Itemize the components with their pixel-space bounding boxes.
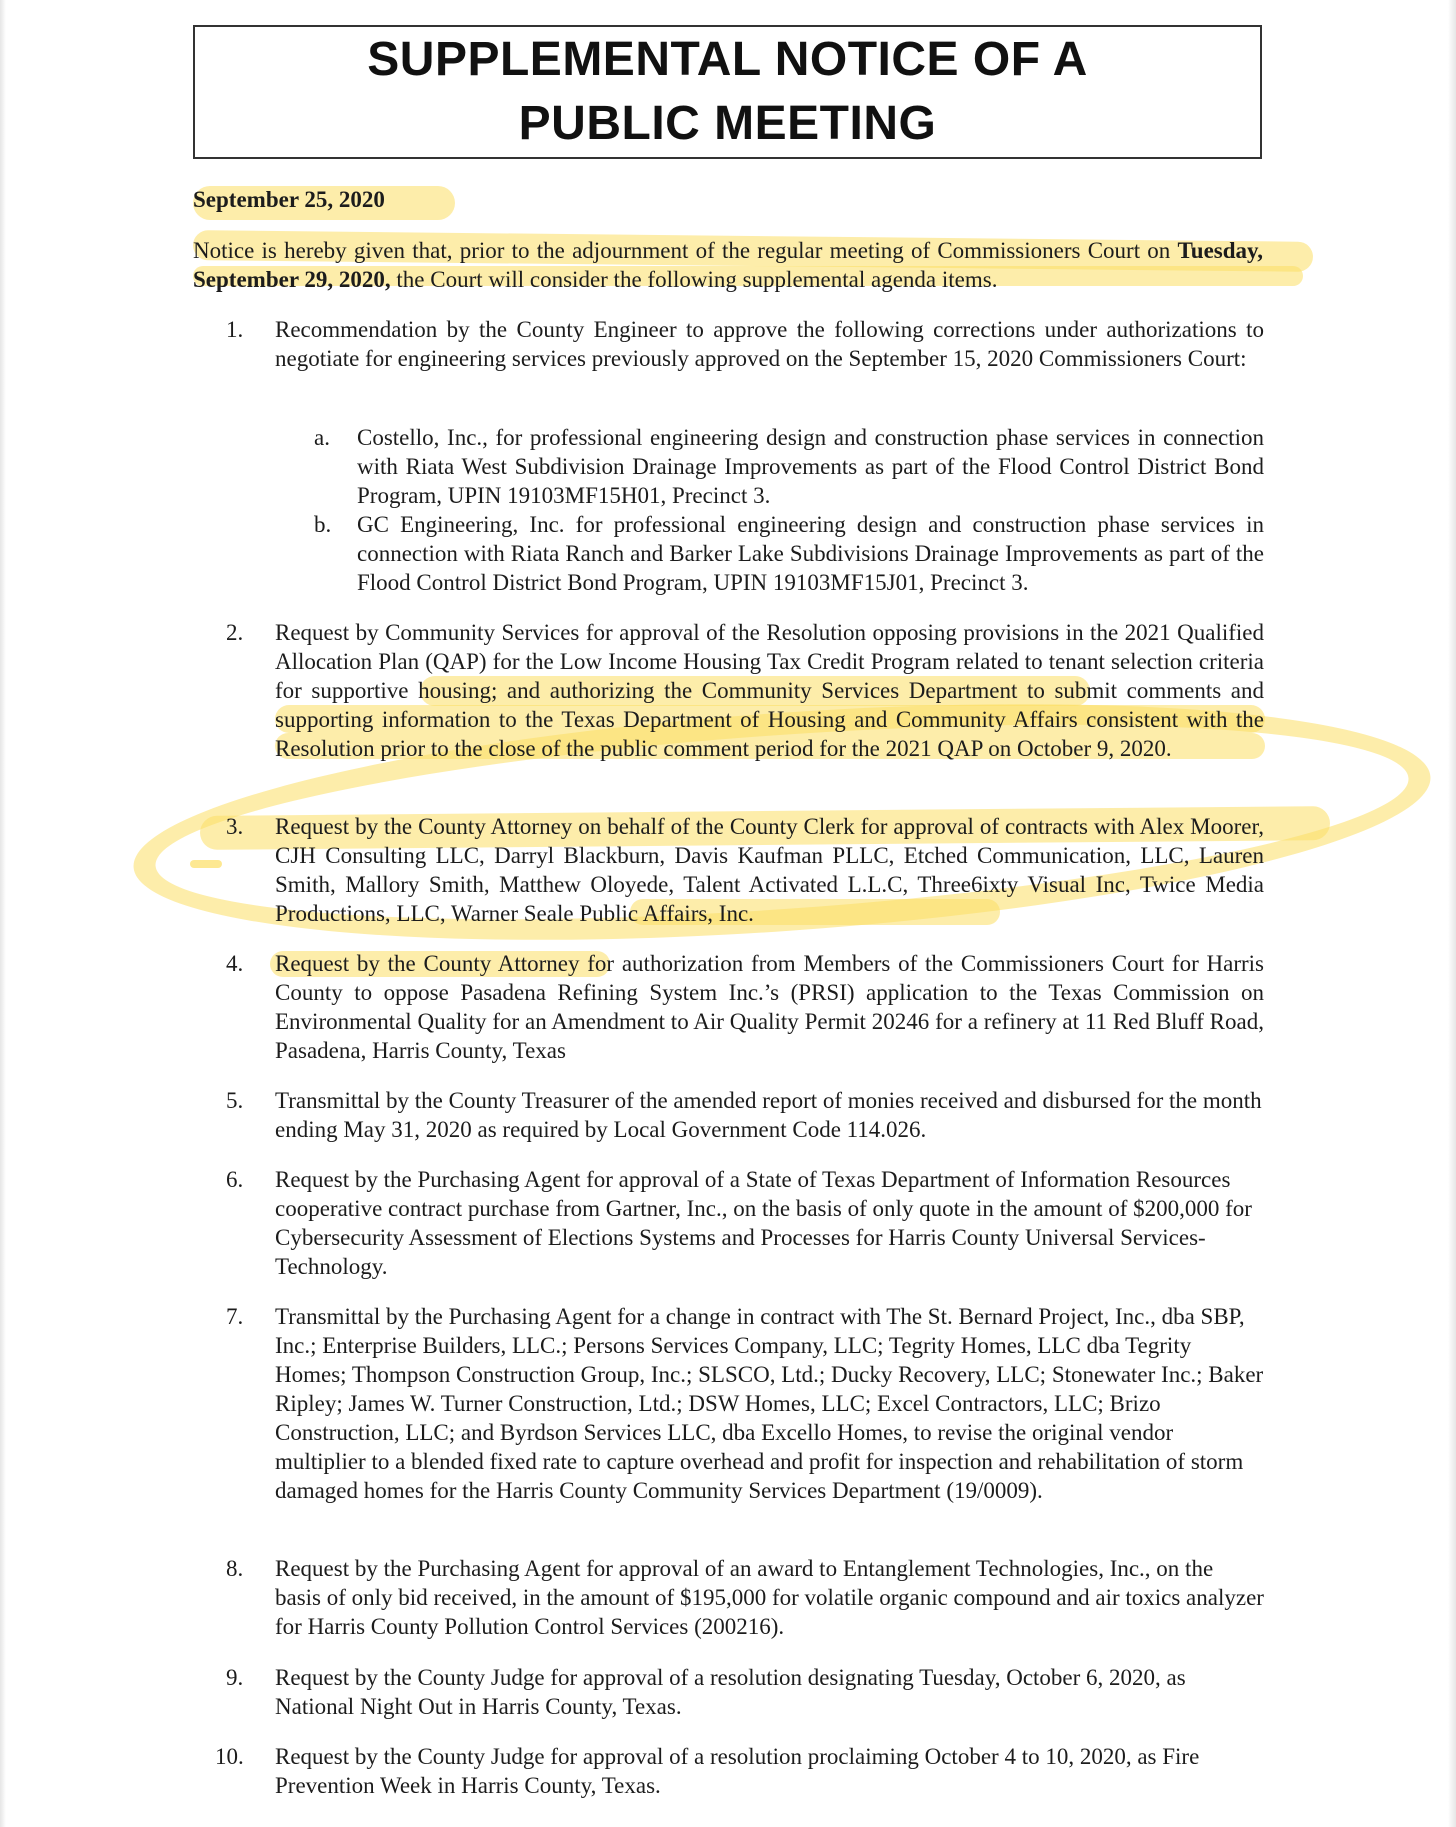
agenda-item-text: Transmittal by the County Treasurer of the amended report of monies received and disbursed for the month ending May 31, 2020 as required by Local Government Code 114.026. <box>275 1088 1262 1142</box>
agenda-item-7 <box>226 1302 1264 1505</box>
agenda-item-5 <box>226 1086 1264 1144</box>
agenda-subitem-letter: b. <box>314 512 332 537</box>
agenda-item-number: 5. <box>226 1088 244 1113</box>
agenda-item-number: 1. <box>226 317 244 342</box>
notice-meeting-date: Tuesday, September 29, 2020, <box>193 238 1263 292</box>
agenda-item-4 <box>226 949 1264 1065</box>
agenda-item-number: 2. <box>226 620 244 645</box>
agenda-subitem-b <box>314 510 1264 597</box>
agenda-item-6 <box>226 1165 1264 1281</box>
notice-text-part1: Notice is hereby given that, prior to the adjournment of the regular meeting of Commissioners Court on <box>193 238 1178 263</box>
agenda-item-3 <box>226 812 1264 928</box>
agenda-item-number: 7. <box>226 1304 244 1329</box>
agenda-item-text: Request by the County Judge for approval of a resolution proclaiming October 4 to 10, 2020, as Fire Prevention Week in Harris County, Texas. <box>275 1744 1200 1798</box>
agenda-subitem-letter: a. <box>314 425 330 450</box>
agenda-item-8 <box>226 1554 1264 1641</box>
page-title-line1: SUPPLEMENTAL NOTICE OF A <box>367 33 1088 86</box>
agenda-item-text: Request by the County Judge for approval of a resolution designating Tuesday, October 6, 2020, as National Night Out in Harris County, Texas. <box>275 1665 1186 1719</box>
agenda-item-9 <box>226 1663 1264 1721</box>
agenda-item-text: Request by the County Attorney for authorization from Members of the Commissioners Court for Harris County to oppose Pasadena Refining System Inc.’s (PRSI) application to the Texas Commission on Environmental Quality for an Amendment to Air Quality Permit 20246 for a refinery at 11 Red Bluff Road, Pasadena, Harris County, Texas <box>275 951 1264 1063</box>
agenda-item-10 <box>215 1742 1264 1800</box>
agenda-subitem-text: Costello, Inc., for professional engineering design and construction phase services in connection with Riata West Subdivision Drainage Improvements as part of the Flood Control District Bond Program, UPIN 19103MF15H01, Precinct 3. <box>357 425 1264 508</box>
agenda-item-number: 9. <box>226 1665 244 1690</box>
agenda-item-number: 10. <box>215 1744 244 1769</box>
agenda-item-text: Request by Community Services for approval of the Resolution opposing provisions in the 2021 Qualified Allocation Plan (QAP) for the Low Income Housing Tax Credit Program related to tenant selection criteria for supportive housing; and authorizing the Community Services Department to submit comments and supporting information to the Texas Department of Housing and Community Affairs consistent with the Resolution prior to the close of the public comment period for the 2021 QAP on October 9, 2020. <box>275 620 1264 761</box>
agenda-item-text: Request by the County Attorney on behalf of the County Clerk for approval of contracts with Alex Moorer, CJH Consulting LLC, Darryl Blackburn, Davis Kaufman PLLC, Etched Communication, LLC, Lauren Smith, Mallory Smith, Matthew Oloyede, Talent Activated L.L.C, Three6ixty Visual Inc, Twice Media Productions, LLC, Warner Seale Public Affairs, Inc. <box>275 814 1264 926</box>
agenda-item-number: 3. <box>226 814 244 839</box>
agenda-item-text: Recommendation by the County Engineer to approve the following corrections under authorizations to negotiate for engineering services previously approved on the September 15, 2020 Commissioners Court: <box>275 317 1264 371</box>
page-title-line2: PUBLIC MEETING <box>518 97 937 150</box>
agenda-item-number: 4. <box>226 951 244 976</box>
agenda-item-text: Transmittal by the Purchasing Agent for a change in contract with The St. Bernard Project, Inc., dba SBP, Inc.; Enterprise Builders, LLC.; Persons Services Company, LLC; Tegrity Homes, LLC dba Tegrity Homes; Thompson Construction Group, Inc.; SLSCO, Ltd.; Ducky Recovery, LLC; Stonewater Inc.; Baker Ripley; James W. Turner Construction, Ltd.; DSW Homes, LLC; Excel Contractors, LLC; Brizo Construction, LLC; and Byrdson Services LLC, dba Excello Homes, to revise the original vendor multiplier to a blended fixed rate to capture overhead and profit for inspection and rehabilitation of storm damaged homes for the Harris County Community Services Department (19/0009). <box>275 1304 1264 1503</box>
agenda-item-number: 6. <box>226 1167 244 1192</box>
agenda-item-2 <box>226 618 1264 763</box>
notice-text-part2: the Court will consider the following supplemental agenda items. <box>390 267 998 292</box>
notice-date: September 25, 2020 <box>193 187 385 212</box>
agenda-item-text: Request by the Purchasing Agent for approval of an award to Entanglement Technologies, Inc., on the basis of only bid received, in the amount of $195,000 for volatile organic compound and air toxics analyzer for Harris County Pollution Control Services (200216). <box>275 1556 1264 1639</box>
agenda-item-number: 8. <box>226 1556 244 1581</box>
agenda-item-text: Request by the Purchasing Agent for approval of a State of Texas Department of Information Resources cooperative contract purchase from Gartner, Inc., on the basis of only quote in the amount of $200,000 for Cybersecurity Assessment of Elections Systems and Processes for Harris County Universal Services-Technology. <box>275 1167 1252 1279</box>
agenda-subitem-text: GC Engineering, Inc. for professional engineering design and construction phase services in connection with Riata Ranch and Barker Lake Subdivisions Drainage Improvements as part of the Flood Control District Bond Program, UPIN 19103MF15J01, Precinct 3. <box>357 512 1264 595</box>
agenda-subitem-a <box>314 423 1264 510</box>
agenda-item-1 <box>226 315 1264 373</box>
